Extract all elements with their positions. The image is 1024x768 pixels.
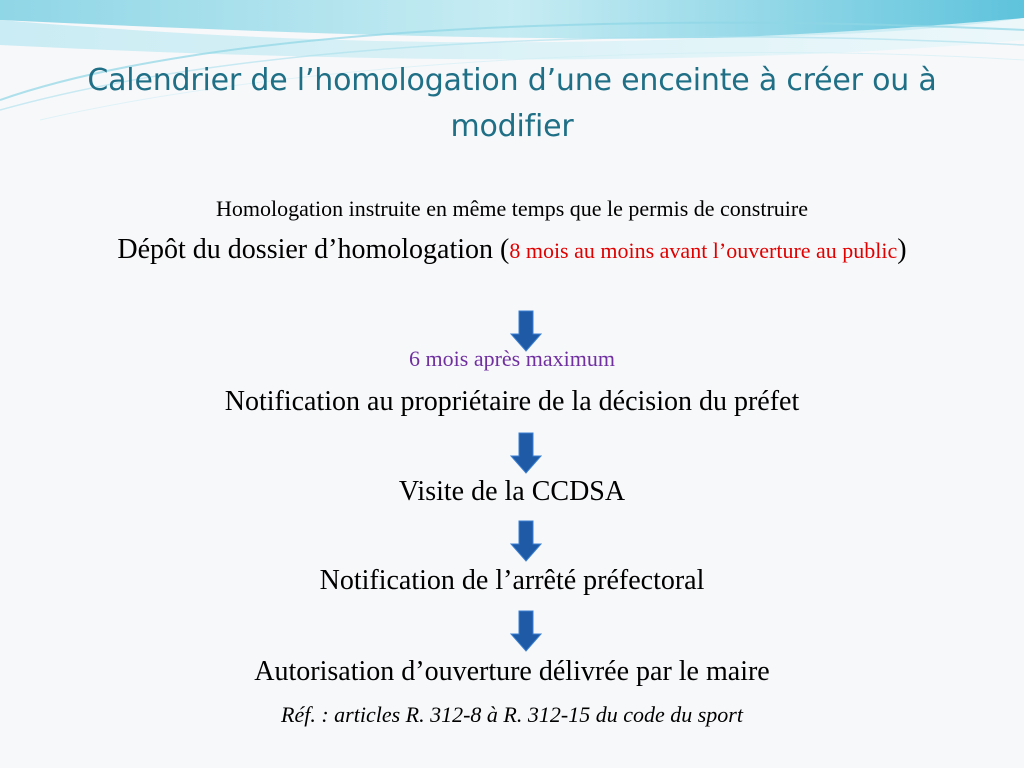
step-notification-prefet: Notification au propriétaire de la décision du préfet: [224, 386, 800, 417]
depot-label: Dépôt du dossier d’homologation (: [117, 234, 510, 265]
depot-delay-note: 8 mois au moins avant l’ouverture au public: [509, 238, 898, 263]
depot-close-paren: ): [897, 234, 907, 265]
subtitle: Homologation instruite en même temps que le permis de construire: [215, 196, 809, 221]
reference-note: Réf. : articles R. 312-8 à R. 312-15 du code du sport: [281, 702, 743, 727]
step-autorisation-maire: Autorisation d’ouverture délivrée par le maire: [254, 656, 770, 687]
step-visite-ccdsa: Visite de la CCDSA: [398, 476, 626, 507]
step-depot: [60, 232, 964, 269]
down-arrow-icon: [510, 610, 542, 652]
down-arrow-icon: [510, 520, 542, 562]
delay-note: 6 mois après maximum: [409, 346, 615, 371]
step-arrete-prefectoral: Notification de l’arrêté préfectoral: [319, 565, 705, 596]
slide-title: Calendrier de l’homologation d’une enceinte à créer ou à modifier: [87, 63, 937, 144]
down-arrow-icon: [510, 432, 542, 474]
